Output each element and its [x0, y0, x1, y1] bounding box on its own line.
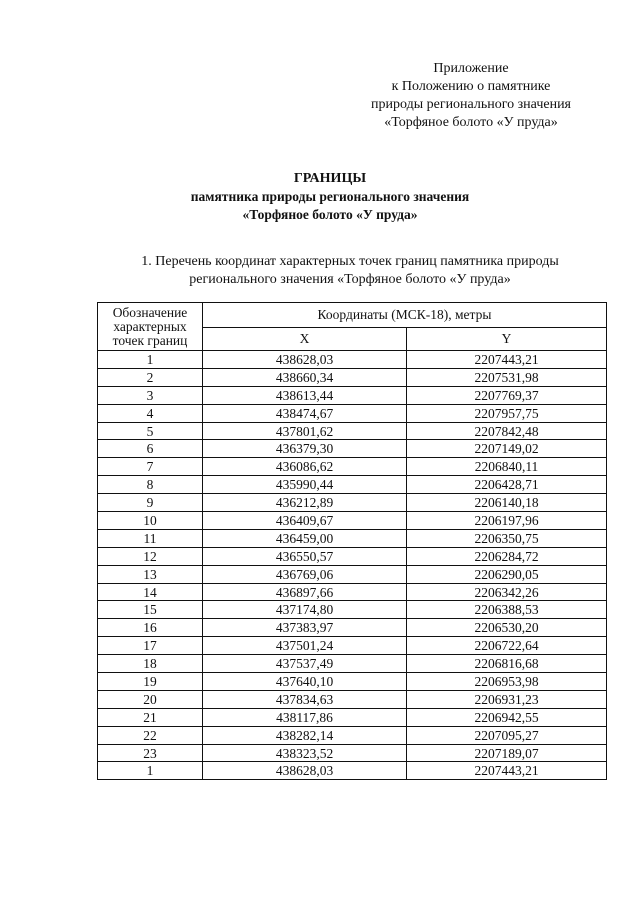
title-line: памятника природы регионального значения [190, 189, 470, 204]
y-cell: 2206942,55 [407, 708, 607, 726]
y-cell: 2206342,26 [407, 583, 607, 601]
x-column-header: X [203, 328, 407, 351]
point-cell: 21 [98, 708, 203, 726]
section-title-line: регионального значения «Торфяное болото «У пруда» [189, 272, 511, 287]
point-cell: 8 [98, 476, 203, 494]
appendix-line: «Торфяное болото «У пруда» [384, 115, 558, 130]
point-cell: 4 [98, 404, 203, 422]
x-cell: 436086,62 [203, 458, 407, 476]
table-row [98, 583, 607, 601]
y-cell: 2206197,96 [407, 512, 607, 530]
x-cell: 437174,80 [203, 601, 407, 619]
y-cell: 2206290,05 [407, 565, 607, 583]
table-row [98, 655, 607, 673]
x-cell: 437501,24 [203, 637, 407, 655]
appendix-line: природы регионального значения [371, 97, 571, 112]
x-cell: 438474,67 [203, 404, 407, 422]
y-column-header: Y [407, 328, 607, 351]
x-cell: 438282,14 [203, 726, 407, 744]
y-cell: 2206816,68 [407, 655, 607, 673]
table-row [98, 744, 607, 762]
point-cell: 6 [98, 440, 203, 458]
point-cell: 23 [98, 744, 203, 762]
table-row [98, 512, 607, 530]
point-cell: 12 [98, 547, 203, 565]
appendix-header [330, 60, 612, 132]
y-cell: 2206388,53 [407, 601, 607, 619]
y-cell: 2206428,71 [407, 476, 607, 494]
table-body [98, 351, 607, 780]
point-cell: 7 [98, 458, 203, 476]
x-cell: 436212,89 [203, 494, 407, 512]
table-row [98, 690, 607, 708]
table-row [98, 458, 607, 476]
point-cell: 11 [98, 529, 203, 547]
table-row [98, 601, 607, 619]
y-cell: 2206140,18 [407, 494, 607, 512]
appendix-line: к Положению о памятнике [391, 79, 551, 94]
point-column-header: Обозначение характерных точек границ [98, 303, 203, 351]
x-cell: 437640,10 [203, 673, 407, 691]
y-cell: 2206530,20 [407, 619, 607, 637]
table-row [98, 386, 607, 404]
point-cell: 9 [98, 494, 203, 512]
y-cell: 2207957,75 [407, 404, 607, 422]
x-cell: 436550,57 [203, 547, 407, 565]
x-cell: 437383,97 [203, 619, 407, 637]
y-cell: 2207769,37 [407, 386, 607, 404]
y-cell: 2207189,07 [407, 744, 607, 762]
point-cell: 2 [98, 368, 203, 386]
x-cell: 436379,30 [203, 440, 407, 458]
table-row [98, 762, 607, 780]
table-row [98, 529, 607, 547]
table-row [98, 440, 607, 458]
x-cell: 436897,66 [203, 583, 407, 601]
point-cell: 14 [98, 583, 203, 601]
point-cell: 22 [98, 726, 203, 744]
y-cell: 2206722,64 [407, 637, 607, 655]
y-cell: 2207443,21 [407, 762, 607, 780]
y-cell: 2206953,98 [407, 673, 607, 691]
title-line: «Торфяное болото «У пруда» [242, 207, 418, 222]
table-row [98, 351, 607, 369]
y-cell: 2207842,48 [407, 422, 607, 440]
point-cell: 1 [98, 762, 203, 780]
table-row [98, 422, 607, 440]
appendix-line: Приложение [433, 61, 509, 76]
y-cell: 2207149,02 [407, 440, 607, 458]
x-cell: 436769,06 [203, 565, 407, 583]
point-cell: 10 [98, 512, 203, 530]
point-cell: 16 [98, 619, 203, 637]
x-cell: 438323,52 [203, 744, 407, 762]
y-cell: 2206284,72 [407, 547, 607, 565]
table-row [98, 565, 607, 583]
table-row [98, 619, 607, 637]
coordinates-column-header: Координаты (МСК-18), метры [203, 303, 607, 328]
point-cell: 1 [98, 351, 203, 369]
point-cell: 5 [98, 422, 203, 440]
x-cell: 438660,34 [203, 368, 407, 386]
point-cell: 19 [98, 673, 203, 691]
point-cell: 15 [98, 601, 203, 619]
table-row [98, 368, 607, 386]
x-cell: 438117,86 [203, 708, 407, 726]
table-row [98, 637, 607, 655]
y-cell: 2207095,27 [407, 726, 607, 744]
x-cell: 437537,49 [203, 655, 407, 673]
x-cell: 437801,62 [203, 422, 407, 440]
x-cell: 435990,44 [203, 476, 407, 494]
title-main: ГРАНИЦЫ [293, 171, 367, 186]
y-cell: 2206840,11 [407, 458, 607, 476]
table-row [98, 673, 607, 691]
section-title [100, 253, 600, 289]
y-cell: 2207531,98 [407, 368, 607, 386]
x-cell: 436459,00 [203, 529, 407, 547]
x-cell: 437834,63 [203, 690, 407, 708]
table-row [98, 547, 607, 565]
point-cell: 20 [98, 690, 203, 708]
point-cell: 13 [98, 565, 203, 583]
point-cell: 17 [98, 637, 203, 655]
table-row [98, 726, 607, 744]
point-cell: 18 [98, 655, 203, 673]
y-cell: 2206350,75 [407, 529, 607, 547]
x-cell: 438613,44 [203, 386, 407, 404]
table-row [98, 476, 607, 494]
y-cell: 2207443,21 [407, 351, 607, 369]
y-cell: 2206931,23 [407, 690, 607, 708]
x-cell: 436409,67 [203, 512, 407, 530]
table-row [98, 404, 607, 422]
document-title [150, 170, 510, 224]
point-cell: 3 [98, 386, 203, 404]
x-cell: 438628,03 [203, 351, 407, 369]
coordinates-table [97, 302, 607, 780]
x-cell: 438628,03 [203, 762, 407, 780]
table-row [98, 494, 607, 512]
section-title-line: 1. Перечень координат характерных точек границ памятника природы [141, 254, 559, 269]
table-row [98, 708, 607, 726]
